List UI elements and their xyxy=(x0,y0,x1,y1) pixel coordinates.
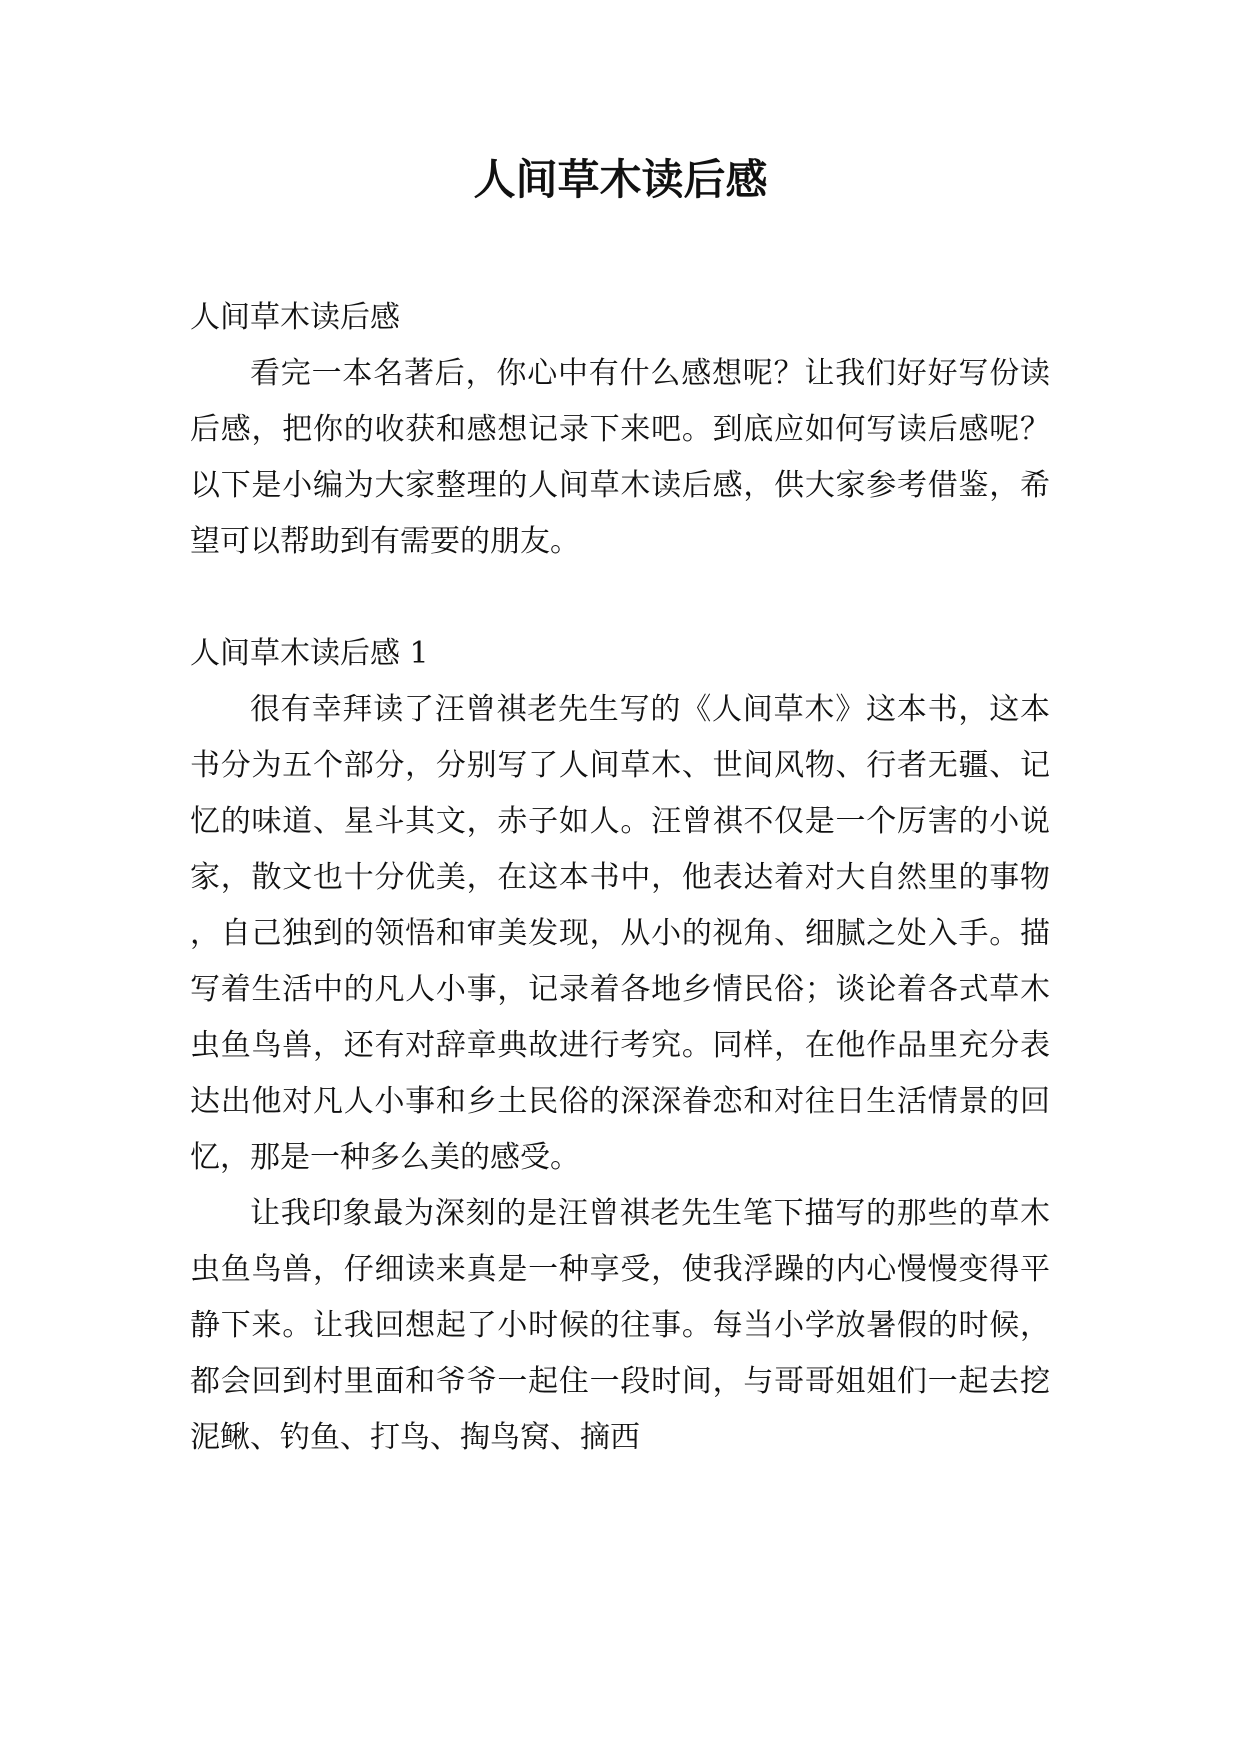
section-1-heading: 人间草木读后感 1 xyxy=(190,636,429,671)
intro-paragraph: 看完一本名著后，你心中有什么感想呢？让我们好好写份读后感，把你的收获和感想记录下来吧。到底应如何写读后感呢？以下是小编为大家整理的人间草木读后感，供大家参考借鉴，希望可以帮助到有需要的朋友。 xyxy=(190,356,1050,559)
document-body xyxy=(190,290,1050,1466)
intro-heading: 人间草木读后感 xyxy=(190,300,400,335)
section-1-paragraph-1: 很有幸拜读了汪曾祺老先生写的《人间草木》这本书，这本书分为五个部分，分别写了人间草木、世间风物、行者无疆、记忆的味道、星斗其文，赤子如人。汪曾祺不仅是一个厉害的小说家，散文也十分优美，在这本书中，他表达着对大自然里的事物，自己独到的领悟和审美发现，从小的视角、细腻之处入手。描写着生活中的凡人小事，记录着各地乡情民俗；谈论着各式草木虫鱼鸟兽，还有对辞章典故进行考究。同样，在他作品里充分表达出他对凡人小事和乡土民俗的深深眷恋和对往日生活情景的回忆，那是一种多么美的感受。 xyxy=(190,692,1050,1175)
section-spacer xyxy=(190,570,1050,626)
section-1-paragraph-2: 让我印象最为深刻的是汪曾祺老先生笔下描写的那些的草木虫鱼鸟兽，仔细读来真是一种享受，使我浮躁的内心慢慢变得平静下来。让我回想起了小时候的往事。每当小学放暑假的时候，都会回到村里面和爷爷一起住一段时间，与哥哥姐姐们一起去挖泥鳅、钓鱼、打鸟、掏鸟窝、摘西 xyxy=(190,1196,1050,1455)
document-title: 人间草木读后感 xyxy=(473,155,768,204)
